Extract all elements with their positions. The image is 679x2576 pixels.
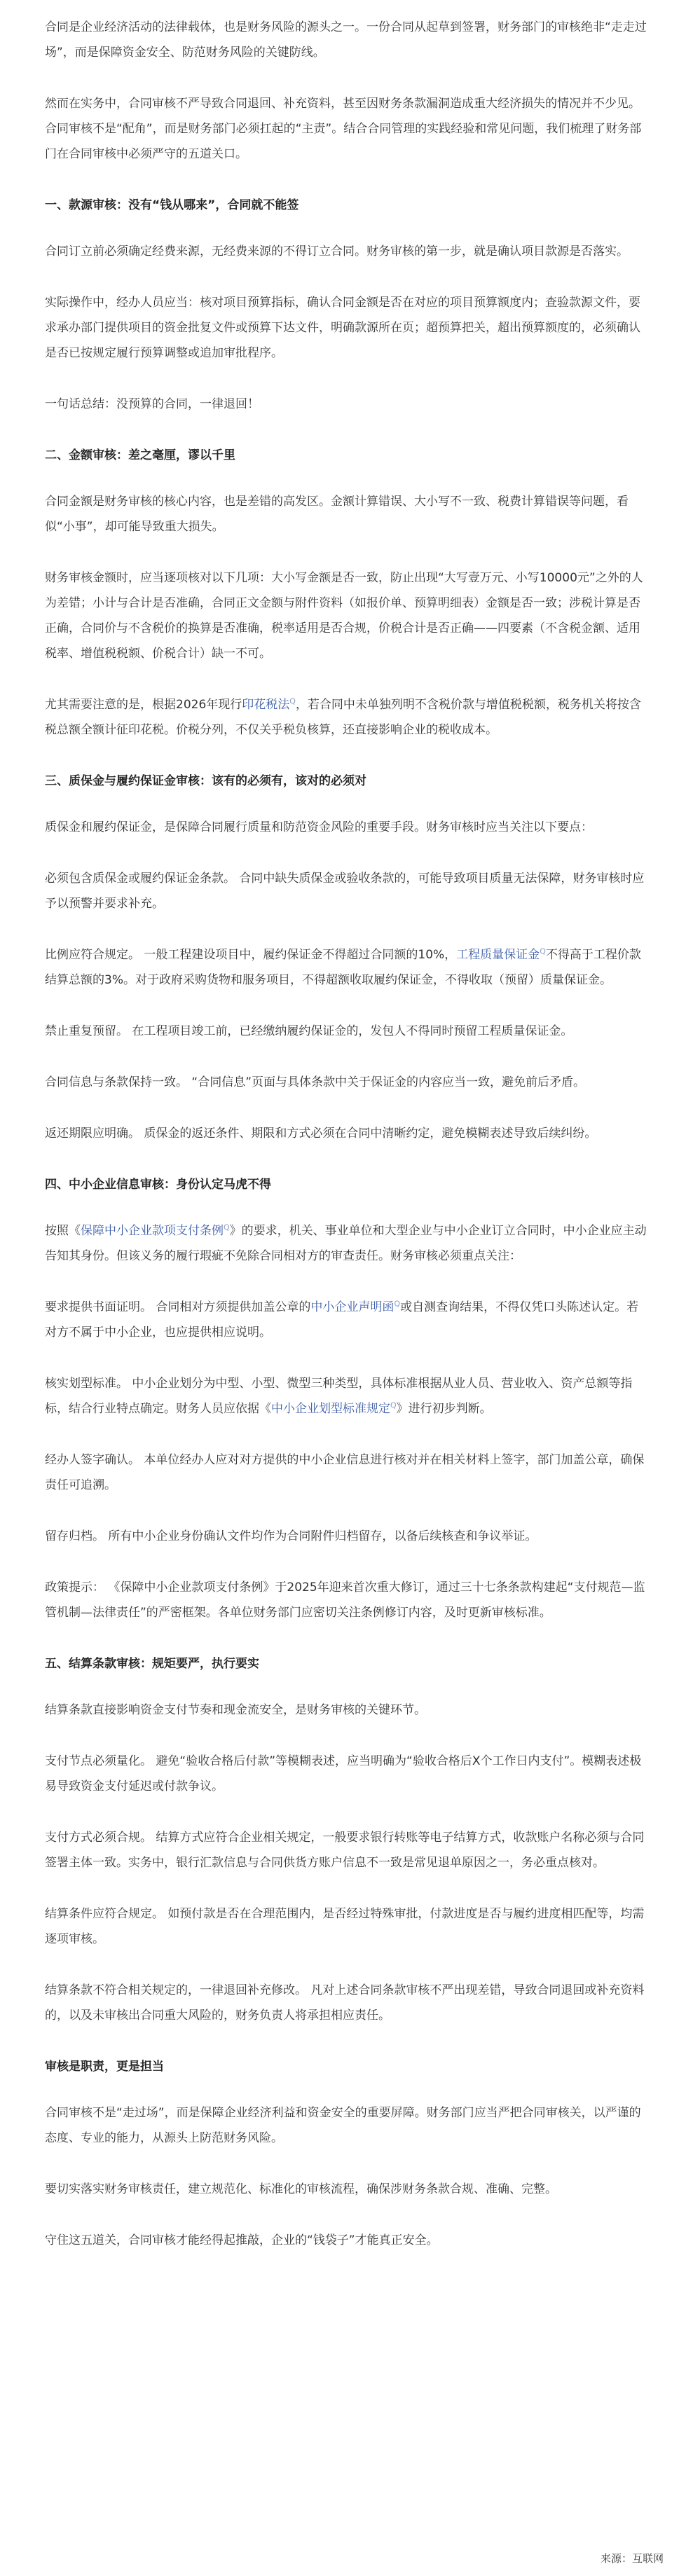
- section-1-paragraph-2: 实际操作中，经办人员应当：核对项目预算指标，确认合同金额是否在对应的项目预算额度内；查验款源文件，要求承办部门提供项目的资金批复文件或预算下达文件，明确款源所在页；超预算把关，超出预算额度的，必须确认是否已按规定履行预算调整或追加审批程序。: [45, 296, 640, 360]
- text-segment: 按照《: [45, 1224, 81, 1238]
- sme-payment-regulation-link[interactable]: 保障中小企业款项支付条例: [81, 1224, 224, 1238]
- section-4-policy-note: 政策提示： 《保障中小企业款项支付条例》于2025年迎来首次重大修订，通过三十七条条款构建起“支付规范—监管机制—法律责任”的严密框架。各单位财务部门应密切关注条例修订内容，及时更新审核标准。: [45, 1580, 645, 1620]
- section-5-heading: 五、结算条款审核：规矩要严，执行要实: [45, 1657, 259, 1671]
- search-icon: Q: [394, 1299, 401, 1309]
- text-segment: 要求提供书面证明。 合同相对方须提供加盖公章的: [45, 1300, 311, 1314]
- section-5-paragraph-4: 结算条件应符合规定。 如预付款是否在合理范围内，是否经过特殊审批，付款进度是否与履约进度相匹配等，均需逐项审核。: [45, 1907, 645, 1946]
- sme-classification-link[interactable]: 中小企业划型标准规定: [271, 1402, 390, 1416]
- section-1-paragraph-1: 合同订立前必须确定经费来源，无经费来源的不得订立合同。财务审核的第一步，就是确认项目款源是否落实。: [45, 244, 629, 259]
- section-2-heading: 二、金额审核：差之毫厘，谬以千里: [45, 448, 235, 462]
- section-4-paragraph-2: [45, 1295, 647, 1345]
- section-3-heading: 三、质保金与履约保证金审核：该有的必须有，该对的必须对: [45, 774, 366, 788]
- search-icon: Q: [390, 1400, 397, 1410]
- section-4-paragraph-5: 留存归档。 所有中小企业身份确认文件均作为合同附件归档留存，以备后续核查和争议举证。: [45, 1529, 537, 1543]
- section-2-paragraph-3: [45, 692, 647, 743]
- intro-paragraph-2: 然而在实务中，合同审核不严导致合同退回、补充资料，甚至因财务条款漏洞造成重大经济损失的情况并不少见。合同审核不是“配角”，而是财务部门必须扛起的“主责”。结合合同管理的实践经验和常见问题，我们梳理了财务部门在合同审核中必须严守的五道关口。: [45, 97, 642, 161]
- section-3-paragraph-6: 返还期限应明确。 质保金的返还条件、期限和方式必须在合同中清晰约定，避免模糊表述导致后续纠纷。: [45, 1127, 597, 1141]
- text-segment: 核实划型标准。 中小企业划分为中型、小型、微型三种类型，具体标准根据从业人员、营业收入、资产总额等指标，结合行业特点确定。财务人员应依据《: [45, 1377, 633, 1416]
- conclusion-heading: 审核是职责，更是担当: [45, 2060, 164, 2074]
- sme-declaration-link[interactable]: 中小企业声明函: [310, 1300, 395, 1314]
- intro-paragraph-1: 合同是企业经济活动的法律载体，也是财务风险的源头之一。一份合同从起草到签署，财务部门的审核绝非“走走过场”，而是保障资金安全、防范财务风险的关键防线。: [45, 20, 647, 60]
- search-icon: Q: [540, 946, 546, 956]
- text-segment: 尤其需要注意的是，根据2026年现行: [45, 698, 242, 712]
- quality-deposit-link[interactable]: 工程质量保证金: [456, 948, 540, 962]
- section-1-summary: 一句话总结：没预算的合同，一律退回！: [45, 397, 259, 411]
- section-3-paragraph-2: 必须包含质保金或履约保证金条款。 合同中缺失质保金或验收条款的，可能导致项目质量无法保障，财务审核时应予以预警并要求补充。: [45, 872, 645, 911]
- section-3-paragraph-5: 合同信息与条款保持一致。 “合同信息”页面与具体条款中关于保证金的内容应当一致，避免前后矛盾。: [45, 1075, 586, 1089]
- section-2-paragraph-1: 合同金额是财务审核的核心内容，也是差错的高发区。金额计算错误、大小写不一致、税费计算错误等问题，看似“小事”，却可能导致重大损失。: [45, 495, 629, 534]
- text-segment: 》进行初步判断。: [396, 1402, 492, 1416]
- section-4-paragraph-4: 经办人签字确认。 本单位经办人应对对方提供的中小企业信息进行核对并在相关材料上签字，部门加盖公章，确保责任可追溯。: [45, 1453, 645, 1492]
- source-credit: 来源：互联网: [600, 2552, 664, 2565]
- text-segment: 不得高于工程价款结算总额的3%。对于政府采购货物和服务项目，不得超额收取履约保证金，不得收取（预留）质量保证金。: [45, 948, 641, 987]
- section-2-paragraph-2: 财务审核金额时，应当逐项核对以下几项：大小写金额是否一致，防止出现“大写壹万元、小写10000元”之外的人为差错；小计与合计是否准确，合同正文金额与附件资料（如报价单、预算明细表）金额是否一致；涉税计算是否正确，合同价与不含税价的换算是否准确，税率适用是否合规，价税合计是否正确——四要素（不含税金额、适用税率、增值税税额、价税合计）缺一不可。: [45, 571, 643, 661]
- conclusion-paragraph-2: 要切实落实财务审核责任，建立规范化、标准化的审核流程，确保涉财务条款合规、准确、完整。: [45, 2182, 557, 2196]
- conclusion-paragraph-1: 合同审核不是“走过场”，而是保障企业经济利益和资金安全的重要屏障。财务部门应当严把合同审核关，以严谨的态度、专业的能力，从源头上防范财务风险。: [45, 2106, 641, 2145]
- section-3-paragraph-4: 禁止重复预留。 在工程项目竣工前，已经缴纳履约保证金的，发包人不得同时预留工程质量保证金。: [45, 1024, 573, 1038]
- section-3-paragraph-3: [45, 942, 647, 993]
- section-4-paragraph-3: [45, 1371, 647, 1421]
- section-5-paragraph-2: 支付节点必须量化。 避免“验收合格后付款”等模糊表述，应当明确为“验收合格后X个工作日内支付”。模糊表述极易导致资金支付延迟或付款争议。: [45, 1754, 642, 1793]
- section-3-paragraph-1: 质保金和履约保证金，是保障合同履行质量和防范资金风险的重要手段。财务审核时应当关注以下要点：: [45, 820, 593, 834]
- section-5-paragraph-5: 结算条款不符合相关规定的，一律退回补充修改。 凡对上述合同条款审核不严出现差错，导致合同退回或补充资料的，以及未审核出合同重大风险的，财务负责人将承担相应责任。: [45, 1983, 645, 2023]
- text-segment: ，若合同中未单独列明不含税价款与增值税税额，税务机关将按含税总额全额计征印花税。价税分列，不仅关乎税负核算，还直接影响企业的税收成本。: [45, 698, 641, 737]
- search-icon: Q: [224, 1222, 230, 1232]
- search-icon: Q: [289, 696, 296, 706]
- text-segment: 》的要求，机关、事业单位和大型企业与中小企业订立合同时，中小企业应主动告知其身份。但该义务的履行瑕疵不免除合同相对方的审查责任。财务审核必须重点关注：: [45, 1224, 647, 1263]
- conclusion-paragraph-3: 守住这五道关，合同审核才能经得起推敲，企业的“钱袋子”才能真正安全。: [45, 2233, 439, 2247]
- section-4-heading: 四、中小企业信息审核：身份认定马虎不得: [45, 1178, 271, 1192]
- section-5-paragraph-3: 支付方式必须合规。 结算方式应符合企业相关规定，一般要求银行转账等电子结算方式，收款账户名称必须与合同签署主体一致。实务中，银行汇款信息与合同供货方账户信息不一致是常见退单原因之一，务必重点核对。: [45, 1831, 645, 1870]
- section-5-paragraph-1: 结算条款直接影响资金支付节奏和现金流安全，是财务审核的关键环节。: [45, 1703, 426, 1717]
- section-4-paragraph-1: [45, 1218, 647, 1269]
- section-1-heading: 一、款源审核：没有“钱从哪来”，合同就不能签: [45, 198, 299, 212]
- text-segment: 或自测查询结果，不得仅凭口头陈述认定。若对方不属于中小企业，也应提供相应说明。: [45, 1300, 639, 1339]
- text-segment: 比例应符合规定。 一般工程建设项目中，履约保证金不得超过合同额的10%，: [45, 948, 457, 962]
- stamp-tax-law-link[interactable]: 印花税法: [242, 698, 290, 712]
